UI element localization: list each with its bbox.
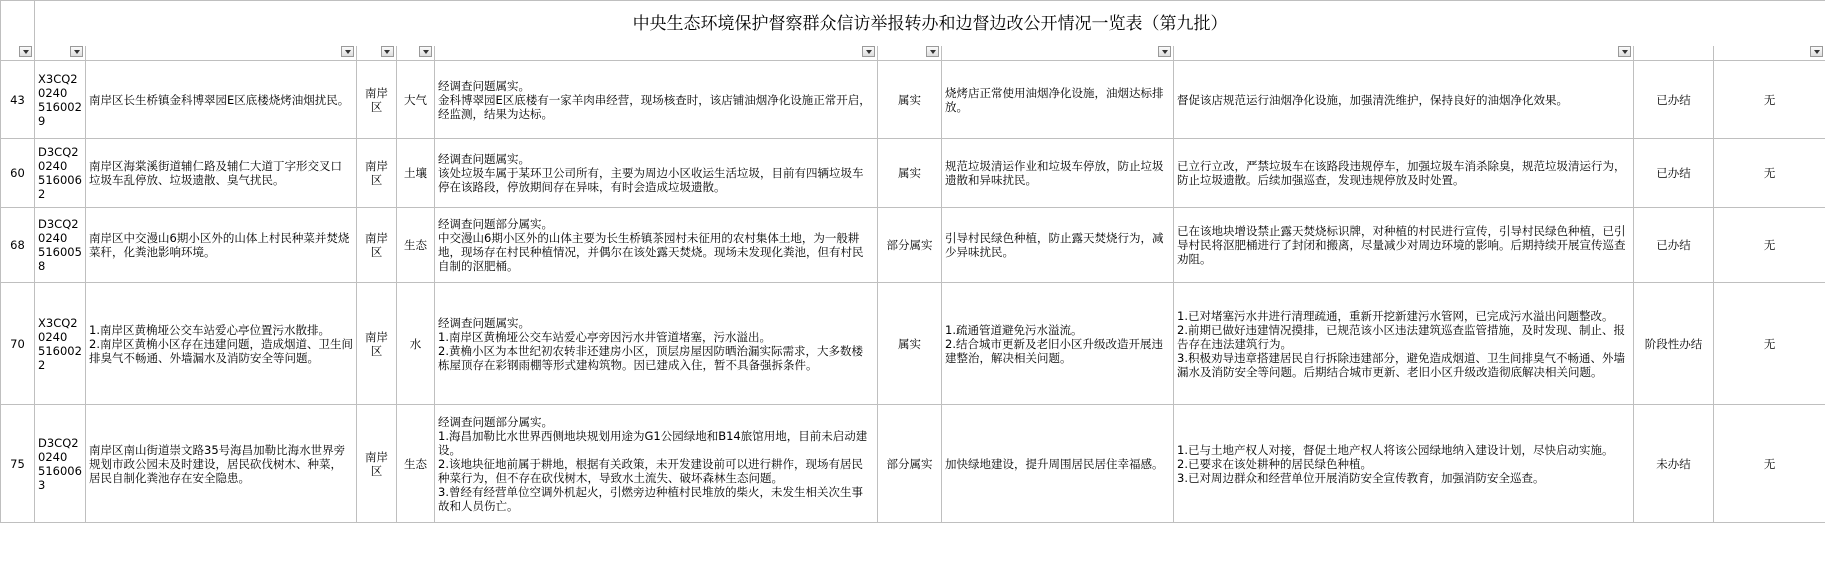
table-row[interactable]	[1, 139, 1825, 208]
remark-cell[interactable]: 无	[1714, 139, 1825, 208]
verdict[interactable]: 属实	[878, 283, 942, 405]
handling-opinion[interactable]: 引导村民绿色种植，防止露天焚烧行为，减少异味扰民。	[942, 208, 1174, 283]
rectification[interactable]: 1.已与土地产权人对接，督促土地产权人将该公园绿地纳入建设计划，尽快启动实施。 2.已要求在该处耕种的居民绿色种植。 3.已对周边群众和经营单位开展消防安全宣传教育，加强消防安全巡查。	[1174, 405, 1634, 523]
rectification[interactable]: 已立行立改，严禁垃圾车在该路段违规停车，加强垃圾车消杀除臭，规范垃圾清运行为，防止垃圾遗散。后续加强巡查，发现违规停放及时处置。	[1174, 139, 1634, 208]
district[interactable]: 南岸区	[357, 208, 397, 283]
filter-dropdown-icon[interactable]	[19, 46, 32, 57]
handling-opinion[interactable]: 加快绿地建设，提升周围居民居住幸福感。	[942, 405, 1174, 523]
verdict[interactable]: 部分属实	[878, 208, 942, 283]
filter-row	[1, 46, 1825, 61]
handling-opinion[interactable]: 烧烤店正常使用油烟净化设施，油烟达标排放。	[942, 61, 1174, 139]
handling-opinion[interactable]: 1.疏通管道避免污水溢流。 2.结合城市更新及老旧小区升级改造开展违建整治，解决相关问题。	[942, 283, 1174, 405]
status-cell[interactable]: 未办结	[1634, 405, 1714, 523]
district[interactable]: 南岸区	[357, 139, 397, 208]
pollution-type[interactable]: 生态	[397, 208, 435, 283]
case-code[interactable]: X3CQ20240 5160022	[35, 283, 86, 405]
status-cell[interactable]: 阶段性办结	[1634, 283, 1714, 405]
rectification[interactable]: 1.已对堵塞污水井进行清理疏通，重新开挖新建污水管网，已完成污水溢出问题整改。 2.前期已做好违建情况摸排，已规范该小区违法建筑巡查监管措施，及时发现、制止、报告存在违法建筑行为。 3.积极劝导违章搭建居民自行拆除违建部分，避免造成烟道、卫生间排臭气不畅通、外墙漏水及消防安全等问题。后期结合城市更新、老旧小区升级改造彻底解决相关问题。	[1174, 283, 1634, 405]
title-row	[1, 1, 1825, 47]
investigation-result[interactable]: 经调查问题属实。 该处垃圾车属于某环卫公司所有，主要为周边小区收运生活垃圾，目前有四辆垃圾车停在该路段，停放期间存在异味，有时会造成垃圾遗散。	[435, 139, 878, 208]
investigation-result[interactable]: 经调查问题属实。 金科博翠园E区底楼有一家羊肉串经营，现场核查时，该店铺油烟净化设施正常开启，经监测，结果为达标。	[435, 61, 878, 139]
filter-dropdown-icon[interactable]	[341, 46, 354, 57]
remark-cell[interactable]: 无	[1714, 61, 1825, 139]
verdict[interactable]: 部分属实	[878, 405, 942, 523]
case-code[interactable]: D3CQ20240 5160058	[35, 208, 86, 283]
row-number[interactable]: 68	[1, 208, 35, 283]
row-number[interactable]: 60	[1, 139, 35, 208]
filter-dropdown-icon[interactable]	[926, 46, 939, 57]
rectification[interactable]: 督促该店规范运行油烟净化设施，加强清洗维护，保持良好的油烟净化效果。	[1174, 61, 1634, 139]
verdict[interactable]: 属实	[878, 139, 942, 208]
rectification[interactable]: 已在该地块增设禁止露天焚烧标识牌，对种植的村民进行宣传，引导村民绿色种植，已引导村民将沤肥桶进行了封闭和搬离，尽量减少对周边环境的影响。后期持续开展宣传巡查劝阻。	[1174, 208, 1634, 283]
issue-text[interactable]: 南岸区中交漫山6期小区外的山体上村民种菜并焚烧菜秆，化粪池影响环境。	[86, 208, 357, 283]
page-title: 中央生态环境保护督察群众信访举报转办和边督边改公开情况一览表（第九批）	[35, 1, 1825, 47]
issue-text[interactable]: 南岸区南山街道崇文路35号海昌加勒比海水世界旁规划市政公园未及时建设，居民砍伐树木、种菜，居民自制化粪池存在安全隐患。	[86, 405, 357, 523]
case-code[interactable]: X3CQ20240 5160029	[35, 61, 86, 139]
filter-dropdown-icon[interactable]	[419, 46, 432, 57]
district[interactable]: 南岸区	[357, 405, 397, 523]
table-row[interactable]	[1, 283, 1825, 405]
filter-dropdown-icon[interactable]	[862, 46, 875, 57]
table-row[interactable]	[1, 405, 1825, 523]
case-code[interactable]: D3CQ20240 5160062	[35, 139, 86, 208]
filter-active-icon[interactable]	[381, 46, 394, 57]
table-row[interactable]	[1, 61, 1825, 139]
filter-dropdown-icon[interactable]	[1158, 46, 1171, 57]
filter-dropdown-icon[interactable]	[1810, 46, 1823, 57]
filter-dropdown-icon[interactable]	[70, 46, 83, 57]
issue-text[interactable]: 南岸区海棠溪街道辅仁路及辅仁大道丁字形交叉口垃圾车乱停放、垃圾遗散、臭气扰民。	[86, 139, 357, 208]
issue-text[interactable]: 1.南岸区黄桷垭公交车站爱心亭位置污水散排。 2.南岸区黄桷小区存在违建问题，造成烟道、卫生间排臭气不畅通、外墙漏水及消防安全等问题。	[86, 283, 357, 405]
status-cell[interactable]: 已办结	[1634, 61, 1714, 139]
status-cell[interactable]: 已办结	[1634, 139, 1714, 208]
district[interactable]: 南岸区	[357, 61, 397, 139]
row-number[interactable]: 70	[1, 283, 35, 405]
verdict[interactable]: 属实	[878, 61, 942, 139]
row-number[interactable]: 75	[1, 405, 35, 523]
pollution-type[interactable]: 大气	[397, 61, 435, 139]
remark-cell[interactable]: 无	[1714, 208, 1825, 283]
investigation-result[interactable]: 经调查问题属实。 1.南岸区黄桷垭公交车站爱心亭旁因污水井管道堵塞，污水溢出。 2.黄桷小区为本世纪初农转非还建房小区，顶层房屋因防晒治漏实际需求，大多数楼栋屋顶存在彩钢雨棚等形式建构筑物。因已建成入住，暂不具备强拆条件。	[435, 283, 878, 405]
handling-opinion[interactable]: 规范垃圾清运作业和垃圾车停放，防止垃圾遗散和异味扰民。	[942, 139, 1174, 208]
issue-text[interactable]: 南岸区长生桥镇金科博翠园E区底楼烧烤油烟扰民。	[86, 61, 357, 139]
remark-cell[interactable]: 无	[1714, 283, 1825, 405]
pollution-type[interactable]: 水	[397, 283, 435, 405]
investigation-result[interactable]: 经调查问题部分属实。 1.海昌加勒比水世界西侧地块规划用途为G1公园绿地和B14旅馆用地，目前未启动建设。 2.该地块征地前属于耕地，根据有关政策，未开发建设前可以进行耕作，现场有居民种菜行为，但不存在砍伐树木，导致水土流失、破坏森林生态问题。 3.曾经有经营单位空调外机起火，引燃旁边种植村民堆放的柴火，未发生相关次生事故和人员伤亡。	[435, 405, 878, 523]
remark-cell[interactable]: 无	[1714, 405, 1825, 523]
pollution-type[interactable]: 生态	[397, 405, 435, 523]
row-number[interactable]: 43	[1, 61, 35, 139]
filter-dropdown-icon[interactable]	[1618, 46, 1631, 57]
pollution-type[interactable]: 土壤	[397, 139, 435, 208]
status-cell[interactable]: 已办结	[1634, 208, 1714, 283]
district[interactable]: 南岸区	[357, 283, 397, 405]
table-row[interactable]	[1, 208, 1825, 283]
case-code[interactable]: D3CQ20240 5160063	[35, 405, 86, 523]
investigation-result[interactable]: 经调查问题部分属实。 中交漫山6期小区外的山体主要为长生桥镇茶园村未征用的农村集体土地，为一般耕地，现场存在村民种植情况，并偶尔在该处露天焚烧。现场未发现化粪池，但有村民自制的沤肥桶。	[435, 208, 878, 283]
